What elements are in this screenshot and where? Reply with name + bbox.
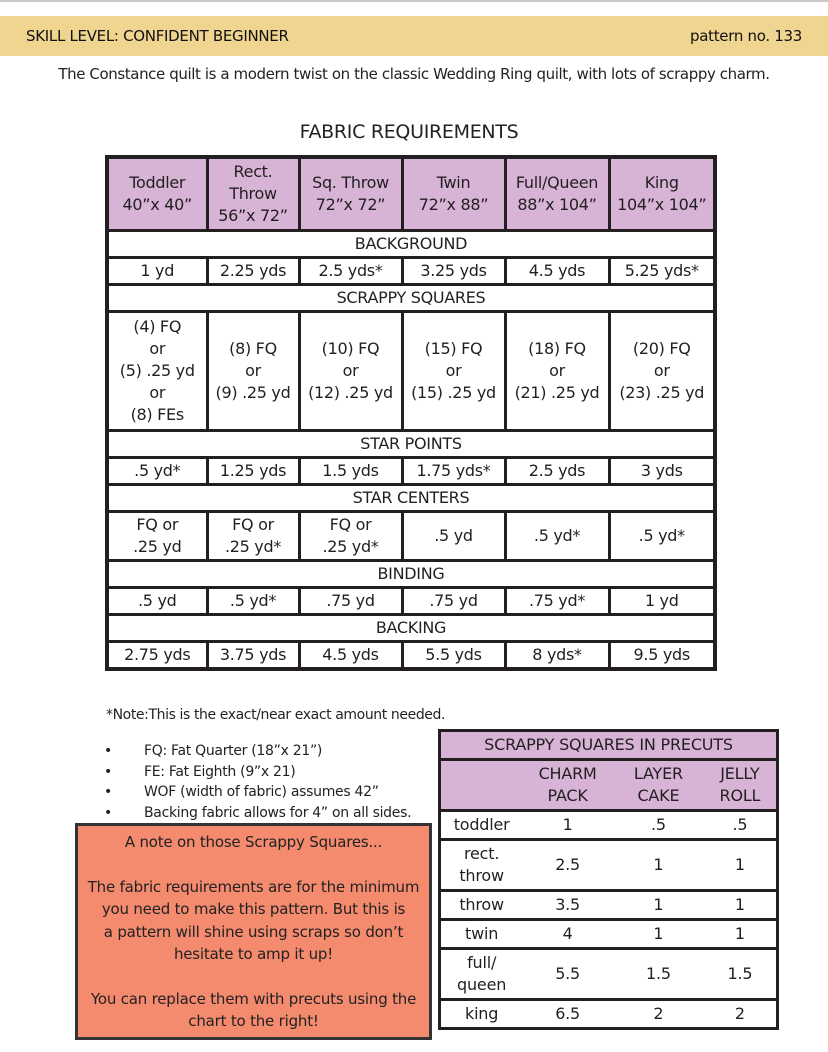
section-values-row <box>107 258 715 285</box>
label-line: twin <box>465 924 499 943</box>
precut-value: 2 <box>653 1004 664 1023</box>
precut-value: 1 <box>653 895 664 914</box>
table-cell <box>505 512 609 561</box>
definition-text: FQ: Fat Quarter (18”x 21”) <box>144 743 323 759</box>
section-label: BINDING <box>107 561 715 588</box>
scrappy-squares-note <box>75 823 432 1040</box>
bullet-icon: • <box>104 743 112 759</box>
table-cell <box>207 458 299 485</box>
label-line: toddler <box>453 815 510 834</box>
cell-line: (15) .25 yd <box>411 383 496 402</box>
precut-value: 1.5 <box>727 964 753 983</box>
table-cell <box>207 312 299 431</box>
definition-text: FE: Fat Eighth (9”x 21) <box>144 763 296 780</box>
table-cell <box>107 458 207 485</box>
note-line: you need to make this pattern. But this is <box>101 900 406 918</box>
cell-line: (20) FQ <box>632 339 691 358</box>
section-label: SCRAPPY SQUARES <box>107 285 715 312</box>
col-header-sq-throw <box>299 157 402 231</box>
cell-line: 5.25 yds* <box>624 261 699 280</box>
cell-line: (18) FQ <box>528 339 586 358</box>
cell-line: .25 yd* <box>224 537 282 556</box>
table-cell <box>609 588 715 615</box>
table-cell <box>107 588 207 615</box>
table-cell <box>299 312 402 431</box>
size-name: Rect. <box>233 162 273 181</box>
definition-item <box>104 782 411 803</box>
header-line: ROLL <box>719 786 761 805</box>
definition-item <box>104 762 411 783</box>
size-name: Twin <box>436 173 471 192</box>
definitions-list <box>104 741 411 823</box>
precut-row <box>440 811 778 840</box>
cell-line: .5 yd* <box>638 526 685 545</box>
precuts-title-row <box>440 731 778 760</box>
header-line: CAKE <box>637 786 680 805</box>
cell-line: (21) .25 yd <box>514 383 600 402</box>
size-name: Toddler <box>129 173 186 192</box>
col-header-layer-cake <box>613 760 704 811</box>
section-header-row <box>107 431 715 458</box>
cell-line: .5 yd <box>434 526 473 545</box>
note-line: a pattern will shine using scraps so don’t <box>103 922 404 941</box>
table-cell <box>402 458 505 485</box>
precut-row <box>440 920 778 949</box>
table-cell <box>609 512 715 561</box>
cell-line: .75 yd <box>429 591 478 610</box>
precut-row-label <box>440 811 523 840</box>
precut-row-label <box>440 891 523 920</box>
precuts-blank-header <box>440 760 523 811</box>
col-header-toddler <box>107 157 207 231</box>
pattern-number: pattern no. 133 <box>690 27 802 45</box>
table-cell <box>609 458 715 485</box>
fabric-requirements-title: FABRIC REQUIREMENTS <box>299 121 519 143</box>
cell-line: (10) FQ <box>321 339 380 358</box>
table-cell <box>402 512 505 561</box>
definition-text: Backing fabric allows for 4” on all sides. <box>144 804 412 821</box>
definition-text: WOF (width of fabric) assumes 42” <box>144 784 379 800</box>
cell-line: 3 yds <box>640 461 683 480</box>
table-cell <box>107 258 207 285</box>
section-header-row <box>107 561 715 588</box>
precuts-title: SCRAPPY SQUARES IN PRECUTS <box>440 731 778 760</box>
precut-value: 1 <box>653 855 664 874</box>
section-values-row <box>107 312 715 431</box>
precut-row-label <box>440 920 523 949</box>
table-cell <box>609 642 715 670</box>
definition-item <box>104 741 411 762</box>
table-cell <box>107 512 207 561</box>
precuts-table <box>438 729 779 1030</box>
header-bar <box>0 16 828 56</box>
cell-line: 2.75 yds <box>124 645 191 664</box>
table-cell <box>402 588 505 615</box>
cell-line: (12) .25 yd <box>308 383 393 402</box>
header-line: JELLY <box>720 764 760 783</box>
cell-line: 5.5 yds <box>425 645 482 664</box>
col-header-twin <box>402 157 505 231</box>
cell-line: .25 yd <box>133 537 182 556</box>
col-header-charm-pack <box>522 760 613 811</box>
table-cell <box>402 312 505 431</box>
table-cell <box>402 258 505 285</box>
cell-line: or <box>149 339 166 358</box>
precut-row <box>440 1000 778 1029</box>
section-values-row <box>107 512 715 561</box>
intro-text: The Constance quilt is a modern twist on the classic Wedding Ring quilt, with lots of scrappy charm. <box>58 65 770 83</box>
precut-row-label <box>440 840 523 891</box>
precut-value: 4 <box>562 924 573 943</box>
cell-line: FQ or <box>329 515 372 534</box>
table-cell <box>207 588 299 615</box>
table-cell <box>402 642 505 670</box>
label-line: full/ <box>467 953 497 972</box>
size-dimensions: 72”x 88” <box>418 195 489 214</box>
cell-line: FQ or <box>232 515 274 534</box>
table-cell <box>505 588 609 615</box>
size-header-row <box>107 157 715 231</box>
precut-value: 3.5 <box>555 895 581 914</box>
section-label: STAR POINTS <box>107 431 715 458</box>
footnote: *Note:This is the exact/near exact amount needed. <box>106 707 446 723</box>
section-label: BACKGROUND <box>107 231 715 258</box>
precut-value: 1 <box>734 895 745 914</box>
note-heading: A note on those Scrappy Squares... <box>124 833 383 851</box>
precut-value: 2 <box>734 1004 745 1023</box>
table-cell <box>299 642 402 670</box>
label-line: throw <box>459 866 504 885</box>
col-header-full-queen <box>505 157 609 231</box>
table-cell <box>107 642 207 670</box>
table-cell <box>609 258 715 285</box>
skill-level: SKILL LEVEL: CONFIDENT BEGINNER <box>26 27 289 45</box>
precut-value: 1 <box>734 855 745 874</box>
fabric-requirements-table <box>105 155 717 671</box>
cell-line: FQ or <box>136 515 179 534</box>
size-name: Throw <box>229 184 277 203</box>
cell-line: .75 yd <box>326 591 375 610</box>
label-line: throw <box>459 895 504 914</box>
table-cell <box>505 458 609 485</box>
cell-line: .5 yd* <box>533 526 581 545</box>
note-line: hesitate to amp it up! <box>173 945 334 963</box>
cell-line: or <box>653 361 670 380</box>
note-line: chart to the right! <box>188 1012 319 1030</box>
cell-line: (5) .25 yd <box>119 361 195 380</box>
cell-line: 1 yd <box>644 591 679 610</box>
note-line: You can replace them with precuts using the <box>90 989 417 1008</box>
table-cell <box>609 312 715 431</box>
label-line: rect. <box>463 844 500 863</box>
cell-line: 2.5 yds <box>528 461 586 480</box>
size-dimensions: 104”x 104” <box>617 195 707 214</box>
precut-row-label <box>440 949 523 1000</box>
size-dimensions: 88”x 104” <box>517 195 597 214</box>
cell-line: (4) FQ <box>133 317 182 336</box>
cell-line: or <box>342 361 359 380</box>
section-values-row <box>107 458 715 485</box>
size-dimensions: 40”x 40” <box>122 195 192 214</box>
cell-line: 2.25 yds <box>219 261 287 280</box>
cell-line: 1.75 yds* <box>416 461 491 480</box>
definition-item <box>104 803 411 824</box>
precut-value: 1.5 <box>645 964 671 983</box>
table-cell <box>107 312 207 431</box>
section-label: BACKING <box>107 615 715 642</box>
size-dimensions: 72”x 72” <box>315 195 386 214</box>
cell-line: .5 yd* <box>134 461 181 480</box>
table-cell <box>299 512 402 561</box>
cell-line: 1.5 yds <box>322 461 379 480</box>
precut-value: 5.5 <box>555 964 581 983</box>
table-cell <box>505 258 609 285</box>
label-line: king <box>465 1004 499 1023</box>
cell-line: .75 yd* <box>528 591 586 610</box>
top-divider <box>0 0 828 2</box>
bullet-icon: • <box>104 763 112 780</box>
cell-line: 9.5 yds <box>633 645 690 664</box>
section-values-row <box>107 588 715 615</box>
col-header-king <box>609 157 715 231</box>
precut-row <box>440 891 778 920</box>
table-cell <box>299 588 402 615</box>
table-cell <box>505 312 609 431</box>
size-dimensions: 56”x 72” <box>218 206 288 225</box>
table-cell <box>299 458 402 485</box>
note-line: The fabric requirements are for the minimum <box>87 877 420 896</box>
table-cell <box>207 258 299 285</box>
bullet-icon: • <box>104 804 112 821</box>
cell-line: 1 yd <box>140 261 175 280</box>
cell-line: or <box>245 361 261 380</box>
table-cell <box>207 642 299 670</box>
section-header-row <box>107 615 715 642</box>
precut-value: 2.5 <box>555 855 581 874</box>
table-cell <box>299 258 402 285</box>
precuts-header-row <box>440 760 778 811</box>
cell-line: 1.25 yds <box>219 461 287 480</box>
cell-line: 8 yds* <box>532 645 582 664</box>
header-line: LAYER <box>633 764 683 783</box>
precut-value: 1 <box>734 924 745 943</box>
cell-line: or <box>149 383 166 402</box>
cell-line: 4.5 yds <box>528 261 586 280</box>
size-name: Full/Queen <box>515 173 599 192</box>
precut-row <box>440 840 778 891</box>
section-header-row <box>107 485 715 512</box>
cell-line: (9) .25 yd <box>215 383 291 402</box>
section-header-row <box>107 285 715 312</box>
precut-value: .5 <box>650 815 666 834</box>
size-name: Sq. Throw <box>312 173 389 192</box>
precut-value: .5 <box>732 815 748 834</box>
section-header-row <box>107 231 715 258</box>
table-cell <box>207 512 299 561</box>
header-line: CHARM <box>538 764 597 783</box>
cell-line: (23) .25 yd <box>619 383 705 402</box>
cell-line: .25 yd* <box>322 537 379 556</box>
size-name: King <box>644 173 679 192</box>
bullet-icon: • <box>104 784 112 800</box>
cell-line: or <box>445 361 462 380</box>
section-label: STAR CENTERS <box>107 485 715 512</box>
precut-row <box>440 949 778 1000</box>
header-line: PACK <box>547 786 588 805</box>
table-cell <box>505 642 609 670</box>
cell-line: 4.5 yds <box>322 645 379 664</box>
cell-line: (8) FEs <box>130 405 184 424</box>
precut-value: 1 <box>653 924 664 943</box>
col-header-jelly-roll <box>704 760 778 811</box>
precut-value: 6.5 <box>555 1004 581 1023</box>
cell-line: (15) FQ <box>424 339 483 358</box>
cell-line: or <box>549 361 565 380</box>
col-header-rect-throw <box>207 157 299 231</box>
section-values-row <box>107 642 715 670</box>
cell-line: .5 yd* <box>229 591 277 610</box>
label-line: queen <box>457 975 507 994</box>
cell-line: .5 yd <box>138 591 177 610</box>
cell-line: 2.5 yds* <box>318 261 383 280</box>
cell-line: (8) FQ <box>229 339 277 358</box>
cell-line: 3.75 yds <box>219 645 287 664</box>
cell-line: 3.25 yds <box>420 261 487 280</box>
precut-value: 1 <box>562 815 573 834</box>
precut-row-label <box>440 1000 523 1029</box>
